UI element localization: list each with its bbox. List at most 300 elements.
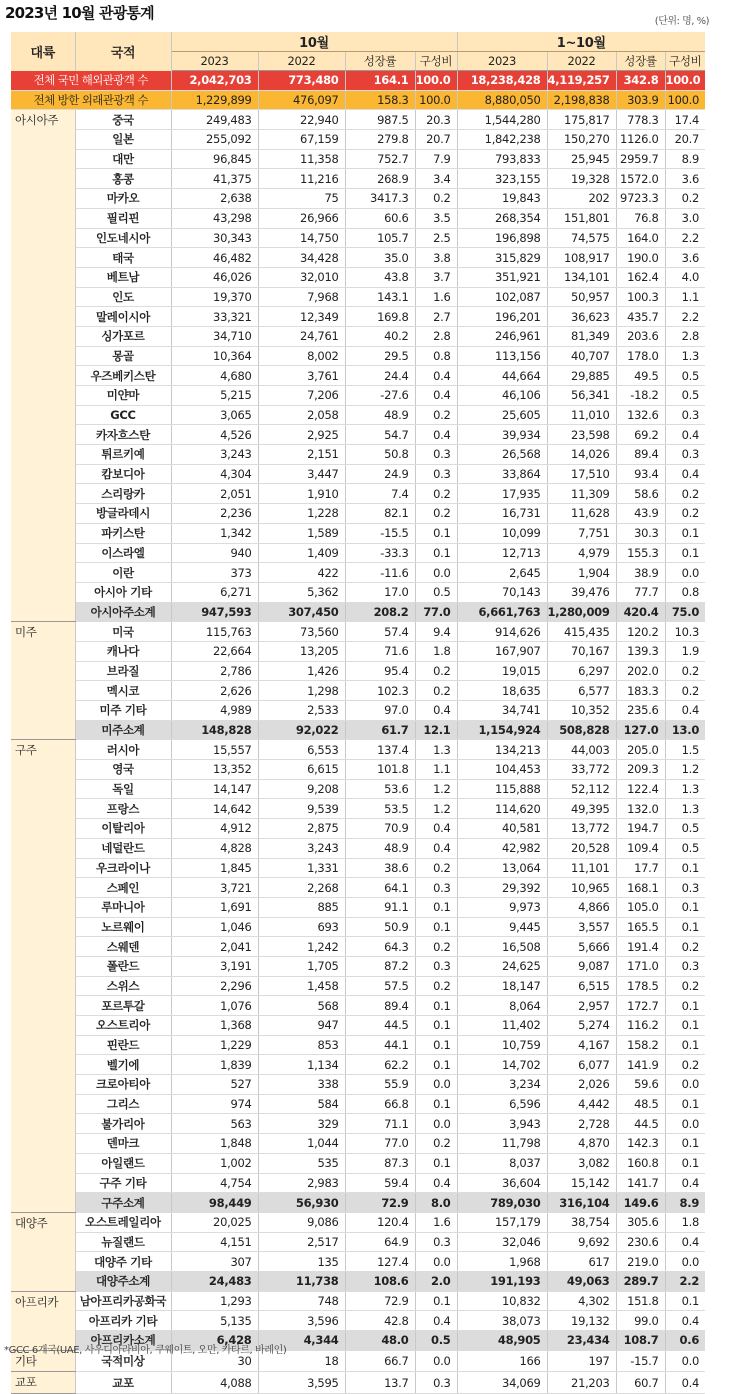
value-cell: 3417.3 xyxy=(345,189,415,209)
value-cell: 108.7 xyxy=(616,1331,665,1351)
value-cell: 0.1 xyxy=(415,1055,457,1075)
value-cell: 4,754 xyxy=(171,1173,258,1193)
country-label: 그리스 xyxy=(75,1094,171,1114)
country-label: 덴마크 xyxy=(75,1134,171,1154)
value-cell: 0.4 xyxy=(665,1232,705,1252)
value-cell: 72.9 xyxy=(345,1291,415,1311)
value-cell: 778.3 xyxy=(616,110,665,130)
table-row xyxy=(11,425,705,445)
value-cell: 165.5 xyxy=(616,917,665,937)
value-cell: 316,104 xyxy=(547,1193,616,1213)
value-cell: 4,870 xyxy=(547,1134,616,1154)
value-cell: 77.0 xyxy=(345,1134,415,1154)
value-cell: 15,557 xyxy=(171,740,258,760)
table-row xyxy=(11,169,705,189)
table-row xyxy=(11,779,705,799)
country-label: 인도네시아 xyxy=(75,228,171,248)
value-cell: 0.3 xyxy=(665,405,705,425)
value-cell: 0.1 xyxy=(415,543,457,563)
country-label: 불가리아 xyxy=(75,1114,171,1134)
total-inbound-row xyxy=(11,90,705,110)
value-cell: 50.9 xyxy=(345,917,415,937)
value-cell: 4,866 xyxy=(547,897,616,917)
value-cell: 6,297 xyxy=(547,661,616,681)
value-cell: 0.1 xyxy=(415,523,457,543)
value-cell: 0.0 xyxy=(665,563,705,583)
value-cell: 0.2 xyxy=(665,504,705,524)
value-cell: 289.7 xyxy=(616,1271,665,1291)
value-cell: 914,626 xyxy=(457,622,547,642)
value-cell: 1.2 xyxy=(415,799,457,819)
country-label: 노르웨이 xyxy=(75,917,171,937)
country-label: 캐나다 xyxy=(75,641,171,661)
value-cell: 0.5 xyxy=(665,386,705,406)
value-cell: 10,832 xyxy=(457,1291,547,1311)
value-cell: 4,304 xyxy=(171,464,258,484)
value-cell: -27.6 xyxy=(345,386,415,406)
value-cell: 6,077 xyxy=(547,1055,616,1075)
value-cell: 209.3 xyxy=(616,760,665,780)
country-label: 스페인 xyxy=(75,878,171,898)
value-cell: 7,206 xyxy=(258,386,345,406)
value-cell: 59.4 xyxy=(345,1173,415,1193)
table-row xyxy=(11,1232,705,1252)
value-cell: 178.5 xyxy=(616,976,665,996)
value-cell: 0.4 xyxy=(415,1173,457,1193)
value-cell: 9,539 xyxy=(258,799,345,819)
value-cell: 9,445 xyxy=(457,917,547,937)
value-cell: 3.7 xyxy=(415,267,457,287)
value-cell: 0.8 xyxy=(665,582,705,602)
value-cell: 92,022 xyxy=(258,720,345,740)
country-label: 말레이시아 xyxy=(75,307,171,327)
table-row xyxy=(11,1016,705,1036)
country-label: 독일 xyxy=(75,779,171,799)
country-label: 우크라이나 xyxy=(75,858,171,878)
value-cell: 100.0 xyxy=(665,71,705,91)
value-cell: 1,134 xyxy=(258,1055,345,1075)
value-cell: 18,147 xyxy=(457,976,547,996)
table-row xyxy=(11,386,705,406)
value-cell: 230.6 xyxy=(616,1232,665,1252)
value-cell: 0.4 xyxy=(415,838,457,858)
value-cell: 0.4 xyxy=(665,1372,705,1394)
value-cell: 100.0 xyxy=(415,71,457,91)
value-cell: 0.1 xyxy=(415,1035,457,1055)
value-cell: 18,635 xyxy=(457,681,547,701)
value-cell: 155.3 xyxy=(616,543,665,563)
value-cell: 0.2 xyxy=(665,484,705,504)
country-label: 캄보디아 xyxy=(75,464,171,484)
value-cell: 0.0 xyxy=(415,1114,457,1134)
value-cell: 8,064 xyxy=(457,996,547,1016)
value-cell: 2,058 xyxy=(258,405,345,425)
value-cell: 422 xyxy=(258,563,345,583)
value-cell: 49,063 xyxy=(547,1271,616,1291)
country-label: 미얀마 xyxy=(75,386,171,406)
value-cell: 0.4 xyxy=(415,1311,457,1331)
country-label: 교포 xyxy=(75,1372,171,1394)
value-cell: 139.3 xyxy=(616,641,665,661)
table-row xyxy=(11,366,705,386)
value-cell: 25,605 xyxy=(457,405,547,425)
value-cell: 5,135 xyxy=(171,1311,258,1331)
value-cell: 60.7 xyxy=(616,1372,665,1394)
value-cell: 32,010 xyxy=(258,267,345,287)
country-label: 남아프리카공화국 xyxy=(75,1291,171,1311)
value-cell: 4.0 xyxy=(665,267,705,287)
value-cell: 105.0 xyxy=(616,897,665,917)
value-cell: 191,193 xyxy=(457,1271,547,1291)
value-cell: 33,321 xyxy=(171,307,258,327)
region-label: 아시아주 xyxy=(11,110,75,622)
value-cell: 0.4 xyxy=(415,701,457,721)
value-cell: 0.4 xyxy=(665,464,705,484)
value-cell: 87.2 xyxy=(345,956,415,976)
table-row xyxy=(11,760,705,780)
value-cell: 115,763 xyxy=(171,622,258,642)
country-label: GCC xyxy=(75,405,171,425)
value-cell: 0.3 xyxy=(665,878,705,898)
value-cell: 1.5 xyxy=(665,740,705,760)
value-cell: 48.9 xyxy=(345,838,415,858)
value-cell: 268,354 xyxy=(457,208,547,228)
value-cell: 0.1 xyxy=(415,897,457,917)
value-cell: 70,167 xyxy=(547,641,616,661)
table-row xyxy=(11,996,705,1016)
table-row xyxy=(11,208,705,228)
value-cell: 1.8 xyxy=(415,641,457,661)
value-cell: 2,875 xyxy=(258,819,345,839)
value-cell: 2.8 xyxy=(415,326,457,346)
value-cell: 40.2 xyxy=(345,326,415,346)
value-cell: 196,201 xyxy=(457,307,547,327)
value-cell: 268.9 xyxy=(345,169,415,189)
value-cell: 82.1 xyxy=(345,504,415,524)
value-cell: 9,973 xyxy=(457,897,547,917)
value-cell: 36,623 xyxy=(547,307,616,327)
value-cell: 1,046 xyxy=(171,917,258,937)
country-label: 대양주 기타 xyxy=(75,1252,171,1272)
value-cell: 100.0 xyxy=(415,90,457,110)
value-cell: 34,710 xyxy=(171,326,258,346)
value-cell: 1.3 xyxy=(415,740,457,760)
value-cell: 97.0 xyxy=(345,701,415,721)
value-cell: 67,159 xyxy=(258,130,345,150)
value-cell: 104,453 xyxy=(457,760,547,780)
value-cell: 2.2 xyxy=(665,307,705,327)
country-label: 중국 xyxy=(75,110,171,130)
value-cell: 0.2 xyxy=(665,681,705,701)
value-cell: 476,097 xyxy=(258,90,345,110)
value-cell: 2.8 xyxy=(665,326,705,346)
value-cell: 72.9 xyxy=(345,1193,415,1213)
table-row xyxy=(11,740,705,760)
value-cell: 0.2 xyxy=(415,405,457,425)
value-cell: 0.2 xyxy=(415,661,457,681)
country-label: 미주 기타 xyxy=(75,701,171,721)
table-row xyxy=(11,897,705,917)
value-cell: 48.9 xyxy=(345,405,415,425)
value-cell: 151,801 xyxy=(547,208,616,228)
region-label: 미주 xyxy=(11,622,75,740)
table-row xyxy=(11,1075,705,1095)
header-country: 국적 xyxy=(75,32,171,71)
value-cell: 135 xyxy=(258,1252,345,1272)
value-cell: 46,026 xyxy=(171,267,258,287)
value-cell: 1.8 xyxy=(665,1212,705,1232)
value-cell: 132.0 xyxy=(616,799,665,819)
value-cell: 19,132 xyxy=(547,1311,616,1331)
value-cell: 3,191 xyxy=(171,956,258,976)
value-cell: 58.6 xyxy=(616,484,665,504)
value-cell: 1,229 xyxy=(171,1035,258,1055)
value-cell: 13.7 xyxy=(345,1372,415,1394)
total-label: 전체 방한 외래관광객 수 xyxy=(11,90,171,110)
value-cell: 17,935 xyxy=(457,484,547,504)
value-cell: 91.1 xyxy=(345,897,415,917)
value-cell: 10,099 xyxy=(457,523,547,543)
value-cell: 0.4 xyxy=(415,425,457,445)
value-cell: 940 xyxy=(171,543,258,563)
value-cell: 305.6 xyxy=(616,1212,665,1232)
value-cell: 11,010 xyxy=(547,405,616,425)
value-cell: 2,051 xyxy=(171,484,258,504)
value-cell: 527 xyxy=(171,1075,258,1095)
value-cell: 4,088 xyxy=(171,1372,258,1394)
subtotal-label: 구주소계 xyxy=(75,1193,171,1213)
value-cell: 1.1 xyxy=(665,287,705,307)
value-cell: 1572.0 xyxy=(616,169,665,189)
region-label: 교포 xyxy=(11,1372,75,1394)
value-cell: 16,731 xyxy=(457,504,547,524)
country-label: 멕시코 xyxy=(75,681,171,701)
country-label: 튀르키예 xyxy=(75,445,171,465)
value-cell: 32,046 xyxy=(457,1232,547,1252)
value-cell: 6,553 xyxy=(258,740,345,760)
country-label: 뉴질랜드 xyxy=(75,1232,171,1252)
value-cell: 9,086 xyxy=(258,1212,345,1232)
value-cell: 4,680 xyxy=(171,366,258,386)
table-row xyxy=(11,149,705,169)
value-cell: 1.2 xyxy=(415,779,457,799)
value-cell: 853 xyxy=(258,1035,345,1055)
value-cell: 75 xyxy=(258,189,345,209)
value-cell: 9,208 xyxy=(258,779,345,799)
value-cell: 11,402 xyxy=(457,1016,547,1036)
value-cell: 3,243 xyxy=(171,445,258,465)
table-row xyxy=(11,937,705,957)
value-cell: 137.4 xyxy=(345,740,415,760)
value-cell: 0.0 xyxy=(415,1075,457,1095)
value-cell: 38,073 xyxy=(457,1311,547,1331)
value-cell: 307 xyxy=(171,1252,258,1272)
subtotal-row xyxy=(11,720,705,740)
value-cell: 57.4 xyxy=(345,622,415,642)
value-cell: 3,557 xyxy=(547,917,616,937)
value-cell: 178.0 xyxy=(616,346,665,366)
value-cell: 0.2 xyxy=(415,681,457,701)
value-cell: 0.1 xyxy=(665,897,705,917)
value-cell: 14,750 xyxy=(258,228,345,248)
value-cell: 5,666 xyxy=(547,937,616,957)
value-cell: 19,843 xyxy=(457,189,547,209)
value-cell: 26,966 xyxy=(258,208,345,228)
value-cell: 2,645 xyxy=(457,563,547,583)
value-cell: 25,945 xyxy=(547,149,616,169)
country-label: 아일랜드 xyxy=(75,1153,171,1173)
country-label: 루마니아 xyxy=(75,897,171,917)
table-row xyxy=(11,1094,705,1114)
value-cell: 307,450 xyxy=(258,602,345,622)
value-cell: 752.7 xyxy=(345,149,415,169)
value-cell: 0.4 xyxy=(665,425,705,445)
country-label: 이스라엘 xyxy=(75,543,171,563)
value-cell: 0.6 xyxy=(665,1331,705,1351)
value-cell: 338 xyxy=(258,1075,345,1095)
value-cell: 205.0 xyxy=(616,740,665,760)
country-label: 이란 xyxy=(75,563,171,583)
value-cell: 143.1 xyxy=(345,287,415,307)
value-cell: 14,702 xyxy=(457,1055,547,1075)
value-cell: 1,968 xyxy=(457,1252,547,1272)
value-cell: 109.4 xyxy=(616,838,665,858)
value-cell: 141.7 xyxy=(616,1173,665,1193)
value-cell: 157,179 xyxy=(457,1212,547,1232)
value-cell: 50.8 xyxy=(345,445,415,465)
value-cell: 30.3 xyxy=(616,523,665,543)
value-cell: 329 xyxy=(258,1114,345,1134)
value-cell: 20,025 xyxy=(171,1212,258,1232)
value-cell: 11,216 xyxy=(258,169,345,189)
value-cell: 142.3 xyxy=(616,1134,665,1154)
value-cell: 0.4 xyxy=(415,819,457,839)
value-cell: 0.1 xyxy=(665,523,705,543)
value-cell: 773,480 xyxy=(258,71,345,91)
value-cell: 6,515 xyxy=(547,976,616,996)
table-row xyxy=(11,307,705,327)
header-ytd-2022: 2022 xyxy=(547,52,616,71)
value-cell: 148,828 xyxy=(171,720,258,740)
value-cell: 42.8 xyxy=(345,1311,415,1331)
value-cell: 0.3 xyxy=(415,1232,457,1252)
value-cell: 36,604 xyxy=(457,1173,547,1193)
value-cell: 17.7 xyxy=(616,858,665,878)
value-cell: 2,626 xyxy=(171,681,258,701)
value-cell: 105.7 xyxy=(345,228,415,248)
value-cell: 9,692 xyxy=(547,1232,616,1252)
value-cell: 0.2 xyxy=(415,1134,457,1154)
value-cell: 0.5 xyxy=(415,1331,457,1351)
value-cell: 101.8 xyxy=(345,760,415,780)
country-label: 미국 xyxy=(75,622,171,642)
value-cell: 4,912 xyxy=(171,819,258,839)
value-cell: 56,930 xyxy=(258,1193,345,1213)
value-cell: 33,772 xyxy=(547,760,616,780)
value-cell: 4,989 xyxy=(171,701,258,721)
value-cell: 11,628 xyxy=(547,504,616,524)
header-ytd: 1~10월 xyxy=(457,32,705,52)
country-label: 핀란드 xyxy=(75,1035,171,1055)
value-cell: 102.3 xyxy=(345,681,415,701)
value-cell: 93.4 xyxy=(616,464,665,484)
value-cell: 2,041 xyxy=(171,937,258,957)
value-cell: 0.0 xyxy=(665,1114,705,1134)
value-cell: 73,560 xyxy=(258,622,345,642)
value-cell: 3.5 xyxy=(415,208,457,228)
value-cell: 12.1 xyxy=(415,720,457,740)
table-row xyxy=(11,701,705,721)
value-cell: 22,664 xyxy=(171,641,258,661)
value-cell: 0.4 xyxy=(665,701,705,721)
value-cell: 0.1 xyxy=(665,1094,705,1114)
value-cell: 20,528 xyxy=(547,838,616,858)
country-label: 네덜란드 xyxy=(75,838,171,858)
value-cell: 14,147 xyxy=(171,779,258,799)
value-cell: 69.2 xyxy=(616,425,665,445)
value-cell: 2.2 xyxy=(665,228,705,248)
table-row xyxy=(11,326,705,346)
table-row xyxy=(11,819,705,839)
value-cell: 279.8 xyxy=(345,130,415,150)
value-cell: 947 xyxy=(258,1016,345,1036)
table-row xyxy=(11,681,705,701)
value-cell: 246,961 xyxy=(457,326,547,346)
country-label: 베트남 xyxy=(75,267,171,287)
value-cell: 4,979 xyxy=(547,543,616,563)
value-cell: 17.4 xyxy=(665,110,705,130)
value-cell: 2,042,703 xyxy=(171,71,258,91)
value-cell: 3.8 xyxy=(415,248,457,268)
table-row xyxy=(11,504,705,524)
value-cell: 2,957 xyxy=(547,996,616,1016)
table-row xyxy=(11,1311,705,1331)
header-ytd-share: 구성비 xyxy=(665,52,705,71)
value-cell: 13,064 xyxy=(457,858,547,878)
value-cell: 164.0 xyxy=(616,228,665,248)
value-cell: 8,002 xyxy=(258,346,345,366)
value-cell: 351,921 xyxy=(457,267,547,287)
value-cell: 169.8 xyxy=(345,307,415,327)
value-cell: 24,483 xyxy=(171,1271,258,1291)
value-cell: 1,705 xyxy=(258,956,345,976)
value-cell: 1126.0 xyxy=(616,130,665,150)
value-cell: 0.0 xyxy=(415,563,457,583)
table-row xyxy=(11,917,705,937)
table-row xyxy=(11,228,705,248)
country-label: 프랑스 xyxy=(75,799,171,819)
value-cell: 191.4 xyxy=(616,937,665,957)
page-title: 2023년 10월 관광통계 xyxy=(5,4,154,22)
country-label: 마카오 xyxy=(75,189,171,209)
value-cell: 3.6 xyxy=(665,169,705,189)
value-cell: 134,101 xyxy=(547,267,616,287)
value-cell: 39,934 xyxy=(457,425,547,445)
value-cell: 1.3 xyxy=(665,346,705,366)
value-cell: 15,142 xyxy=(547,1173,616,1193)
value-cell: 95.4 xyxy=(345,661,415,681)
value-cell: 2.2 xyxy=(665,1271,705,1291)
value-cell: 8.0 xyxy=(415,1193,457,1213)
value-cell: 64.1 xyxy=(345,878,415,898)
value-cell: 235.6 xyxy=(616,701,665,721)
value-cell: 55.9 xyxy=(345,1075,415,1095)
value-cell: 48,905 xyxy=(457,1331,547,1351)
value-cell: 132.6 xyxy=(616,405,665,425)
value-cell: 4,442 xyxy=(547,1094,616,1114)
value-cell: 1.2 xyxy=(665,760,705,780)
table-row xyxy=(11,445,705,465)
